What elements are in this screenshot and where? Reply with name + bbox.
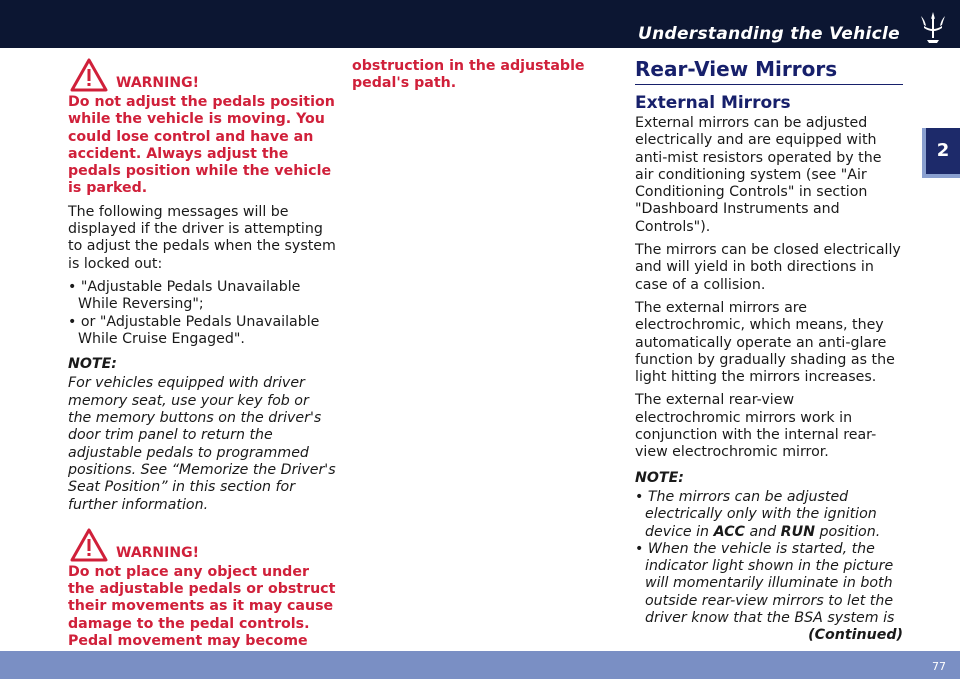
body-paragraph: The external rear-view electrochromic mirrors work in conjunction with the internal rear-view electrochromic mirror. [635, 392, 877, 461]
bullet-item: • or "Adjustable Pedals Unavailable While Cruise Engaged". [68, 313, 320, 347]
body-paragraph: The following messages will be displayed if the driver is attempting to adjust the pedals when the system is locked out: [68, 203, 336, 272]
warning-text: Do not place any object under the adjustable pedals or obstruct their movements as it may cause damage to the pedal controls. Pedal movement may become [68, 563, 336, 650]
trident-icon [916, 10, 950, 46]
section-title: Rear-View Mirrors [635, 58, 903, 85]
subsection-title: External Mirrors [635, 93, 791, 113]
note-label: NOTE: [635, 469, 684, 486]
note-text: For vehicles equipped with driver memory seat, use your key fob or the memory buttons on the driver's door trim panel to return the adjustable pedals to programmed positions. See “Memorize the Driver's Seat Position” in this section for further information. [68, 375, 336, 513]
chapter-title: Understanding the Vehicle [638, 24, 900, 44]
page-number: 77 [932, 660, 946, 673]
bullet-item: • "Adjustable Pedals Unavailable While Reversing"; [68, 278, 301, 313]
warning-text-continued: obstruction in the adjustable pedal's path. [352, 58, 585, 92]
warning-label: WARNING! [116, 544, 199, 561]
warning-heading [68, 58, 336, 92]
column-left [68, 58, 336, 668]
warning-heading [68, 528, 336, 562]
note-bullet [635, 489, 903, 541]
acc-position: ACC [713, 523, 745, 540]
note-bullet-text: • The mirrors can be adjusted electrically only with the ignition device in [635, 488, 877, 540]
chapter-number: 2 [936, 140, 950, 161]
chapter-tab[interactable] [922, 128, 960, 178]
note-bullet: • When the vehicle is started, the indicator light shown in the picture will momentarily illuminate in both outside rear-view mirrors to let the driver know that the BSA system is [635, 540, 895, 627]
warning-triangle-icon [70, 58, 108, 92]
body-paragraph: The mirrors can be closed electrically and will yield in both directions in case of a collision. [635, 242, 901, 293]
note-label: NOTE: [68, 356, 117, 373]
footer-bar [0, 651, 960, 679]
body-paragraph: External mirrors can be adjusted electrically and are equipped with anti-mist resistors operated by the air conditioning system (see "Air Conditioning Controls" in section "Dashboard Instruments and Controls"). [635, 115, 882, 235]
note-bullet-text: position. [814, 523, 881, 540]
continued-label: (Continued) [808, 627, 903, 644]
body-paragraph: The external mirrors are electrochromic, which means, they automatically operate an anti-glare function by gradually shading as the light hitting the mirrors increases. [635, 299, 895, 386]
column-right [635, 58, 903, 645]
run-position: RUN [780, 523, 815, 540]
warning-triangle-icon [70, 528, 108, 562]
warning-label: WARNING! [116, 74, 199, 91]
warning-text: Do not adjust the pedals position while the vehicle is moving. You could lose control and have an accident. Always adjust the pedals position while the vehicle is parked. [68, 94, 335, 197]
note-bullet-text: and [744, 523, 781, 540]
column-middle [352, 58, 614, 93]
